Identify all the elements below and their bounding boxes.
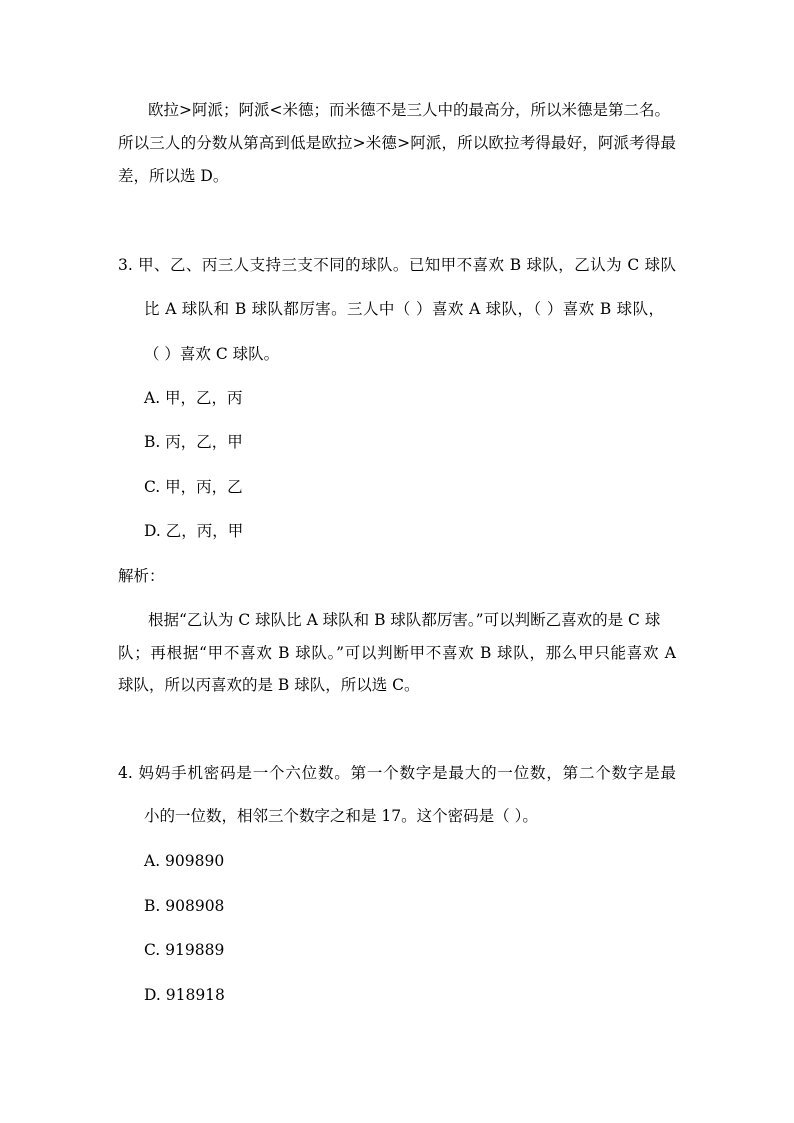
question-4-option-d: D. 918918	[144, 986, 225, 1004]
question-3-stem-line-1: 3. 甲、乙、丙三人支持三支不同的球队。已知甲不喜欢 B 球队，乙认为 C 球队	[118, 256, 676, 274]
question-4-option-c: C. 919889	[144, 941, 225, 959]
question-3-option-d: D. 乙，丙，甲	[144, 522, 244, 540]
question-3-analysis-label: 解析：	[118, 567, 165, 585]
question-4-stem-line-2: 小的一位数，相邻三个数字之和是 17。这个密码是（ ）。	[144, 807, 538, 825]
question-3-stem-line-3: （ ）喜欢 C 球队。	[144, 345, 280, 363]
question-3-analysis-line-3: 球队，所以丙喜欢的是 B 球队，所以选 C。	[118, 676, 420, 694]
question-3-option-a: A. 甲，乙，丙	[144, 389, 243, 407]
explanation-line-1: 欧拉>阿派；阿派<米德；而米德不是三人中的最高分，所以米德是第二名。	[148, 101, 670, 119]
question-3-analysis-line-1: 根据“乙认为 C 球队比 A 球队和 B 球队都厉害。”可以判断乙喜欢的是 C 球	[148, 611, 661, 629]
explanation-line-3: 差，所以选 D。	[118, 167, 229, 185]
explanation-line-2: 所以三人的分数从第高到低是欧拉>米德>阿派，所以欧拉考得最好，阿派考得最	[118, 134, 676, 152]
question-3-option-b: B. 丙，乙，甲	[144, 433, 243, 451]
question-4-option-a: A. 909890	[144, 852, 225, 870]
question-4-option-b: B. 908908	[144, 897, 225, 915]
question-3-stem-line-2: 比 A 球队和 B 球队都厉害。三人中（ ）喜欢 A 球队，（ ）喜欢 B 球队，	[144, 300, 664, 318]
question-3-analysis-line-2: 队；再根据“甲不喜欢 B 球队。”可以判断甲不喜欢 B 球队，那么甲只能喜欢 A	[118, 644, 676, 662]
question-4-stem-line-1: 4. 妈妈手机密码是一个六位数。第一个数字是最大的一位数，第二个数字是最	[118, 764, 676, 782]
question-3-option-c: C. 甲，丙，乙	[144, 478, 243, 496]
